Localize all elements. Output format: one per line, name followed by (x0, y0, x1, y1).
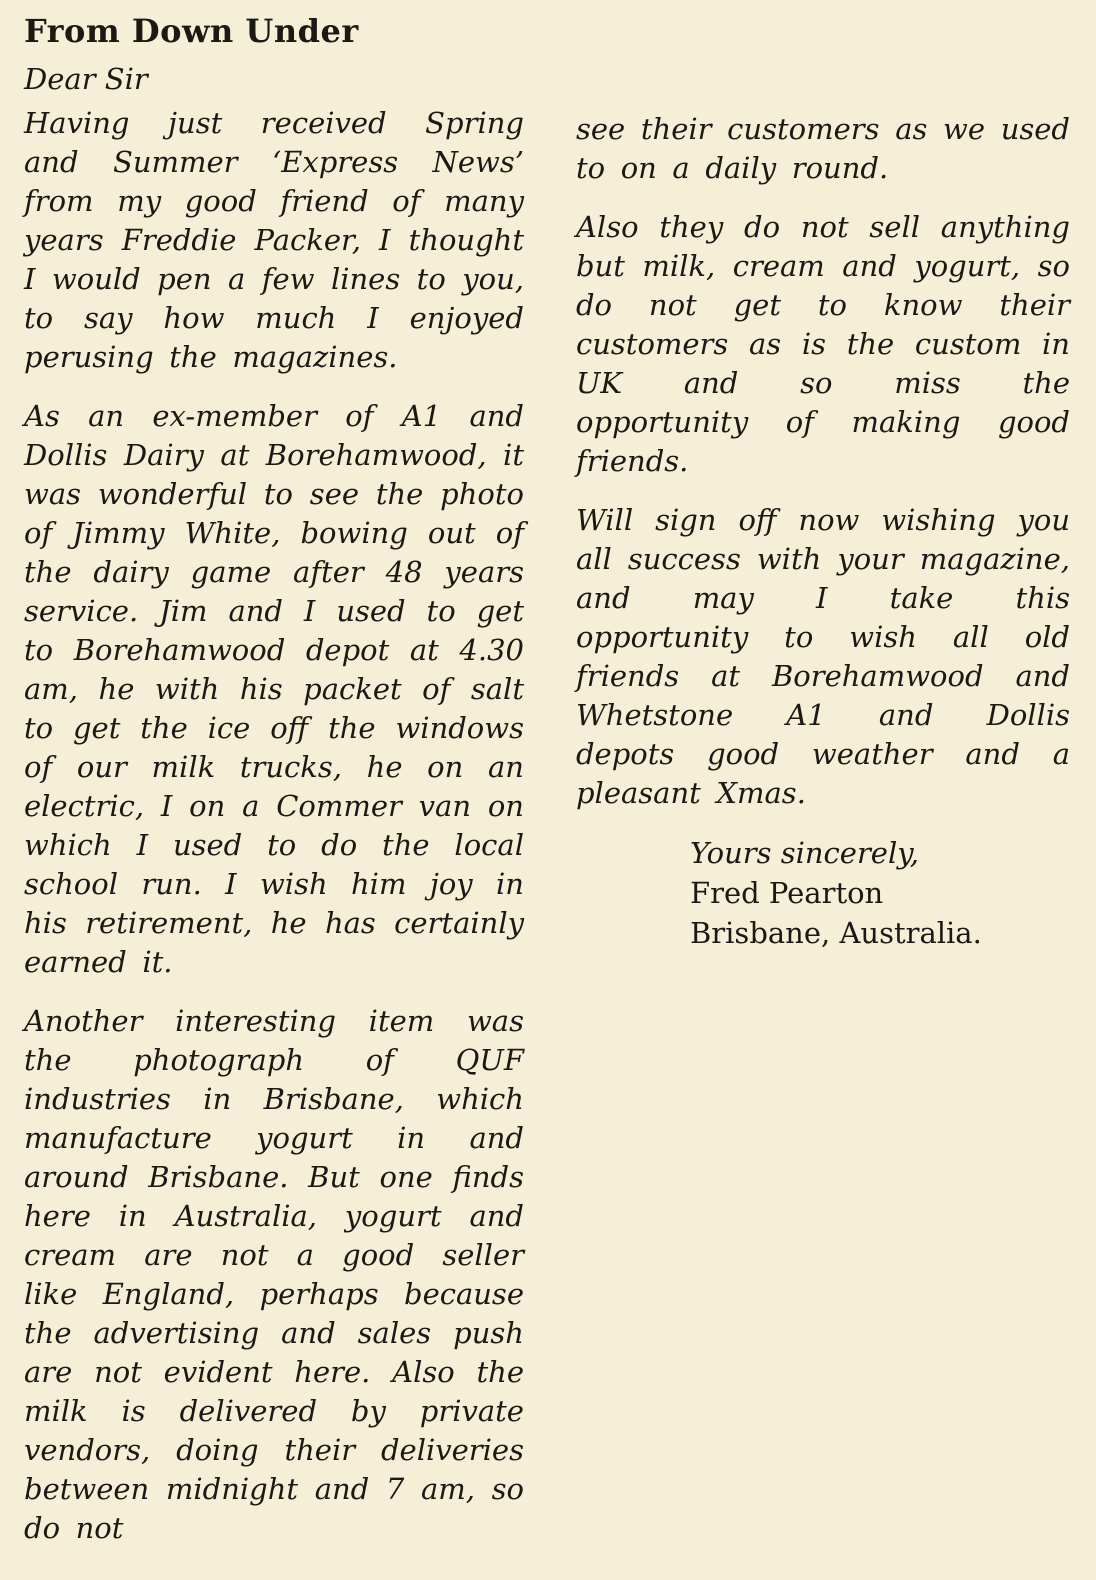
letter-title: From Down Under (24, 12, 359, 50)
signature-name: Fred Pearton (689, 876, 884, 910)
letter-paragraph: Will sign off now wishing you all success with your magazine, and may I take this opportunity to wish all old friends at Borehamwood and Whetstone A1 and Dollis depots good weather and a pleasant Xmas. (575, 503, 1070, 810)
signature-block (576, 833, 1070, 953)
right-column (576, 12, 1070, 1548)
signature-location: Brisbane, Australia. (689, 916, 982, 950)
left-column (24, 12, 524, 1548)
letter-paragraph: Also they do not sell anything but milk, cream and yogurt, so do not get to know their customers as is the custom in UK and so miss the opportunity of making good friends. (575, 210, 1070, 478)
letter-paragraph: As an ex-member of A1 and Dollis Dairy at Borehamwood, it was wonderful to see the photo of Jimmy White, bowing out of the dairy game after 48 years service. Jim and I used to get to Borehamwood depot at 4.30 am, he with his packet of salt to get the ice off the windows of our milk trucks, he on an electric, I on a Commer van on which I used to do the local school run. I wish him joy in his retirement, he has certainly earned it. (24, 399, 524, 979)
letter-paragraph: Having just received Spring and Summer ‘Express News’ from my good friend of many years Freddie Packer, I thought I would pen a few lines to you, to say how much I enjoyed perusing the magazines. (24, 106, 524, 374)
letter-paragraph: see their customers as we used to on a daily round. (575, 112, 1070, 185)
letter-paragraph: Another interesting item was the photograph of QUF industries in Brisbane, which manufacture yogurt in and around Brisbane. But one finds here in Australia, yogurt and cream are not a good seller like England, perhaps because the advertising and sales push are not evident here. Also the milk is delivered by private vendors, doing their deliveries between midnight and 7 am, so do not (24, 1004, 524, 1545)
signature-closing: Yours sincerely, (689, 836, 919, 870)
two-column-layout (24, 12, 1070, 1548)
letter-salutation: Dear Sir (24, 62, 148, 96)
